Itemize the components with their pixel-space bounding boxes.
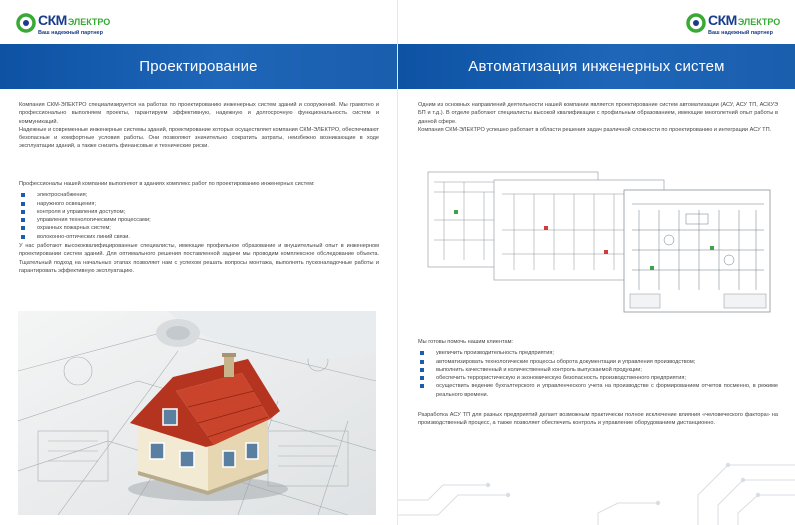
- bullet-icon: [420, 368, 424, 372]
- circuit-decoration: [398, 395, 795, 525]
- bullet-icon: [21, 202, 25, 206]
- list-item-text: наружного освещения;: [37, 200, 97, 207]
- bullet-icon: [21, 193, 25, 197]
- logo-tagline: Ваш надежный партнер: [708, 30, 773, 36]
- logo-ring-icon: [16, 13, 36, 33]
- page-title: Автоматизация инженерных систем: [468, 58, 725, 75]
- left-page: [0, 0, 397, 525]
- logo-name: СКМ: [708, 12, 737, 28]
- intro-paragraph: Компания СКМ-ЭЛЕКТРО успешно работает в области решения задач различной сложности по проектированию и интеграции АСУ ТП.: [418, 126, 772, 133]
- list-item-text: электроснабжения;: [37, 192, 88, 199]
- right-page: [398, 0, 795, 525]
- intro-paragraph: Компания СКМ-ЭЛЕКТРО специализируется на работах по проектированию инженерных систем зданий и сооружений. Мы грамотно и профессионально выполняем проекты, гарантируем эффективную, надежную и долгосрочную функциональность систем и коммуникаций.: [19, 102, 379, 125]
- logo-ring-icon: [686, 13, 706, 33]
- list-item: [19, 224, 379, 232]
- list-item: [19, 216, 379, 224]
- list-item-text: контроля и управления доступом;: [37, 208, 126, 215]
- bullet-icon: [420, 384, 424, 388]
- page-title: Проектирование: [139, 58, 258, 75]
- company-logo: [686, 13, 780, 36]
- list-item-text: волоконно-оптических линий связи.: [37, 233, 130, 240]
- benefits-list: [418, 349, 778, 399]
- bullet-icon: [420, 360, 424, 364]
- list-intro: Мы готовы помочь нашим клиентам:: [418, 339, 513, 345]
- logo-name-accent: ЭЛЕКТРО: [737, 17, 781, 27]
- list-item-text: осуществить ведение бухгалтерского и управленческого учета на производстве с формированием отчетов посменно, в режиме реального времени.: [436, 383, 778, 398]
- header-band: [0, 44, 397, 89]
- logo-name: СКМ: [38, 12, 67, 28]
- intro-paragraph: Одним из основных направлений деятельности нашей компании является проектирование систем автоматизации (АСУ, АСУ ТП, АСКУЭ БП и т.д.). В отделе работают специалисты высокой квалификации с профильным образованием, имеющие многолетний опыт работы в данной сфере.: [418, 102, 778, 125]
- list-item: [418, 349, 778, 357]
- house-on-blueprints-image: [18, 311, 376, 515]
- logo-name-accent: ЭЛЕКТРО: [67, 17, 111, 27]
- services-block: [19, 180, 379, 275]
- logo-tagline: Ваш надежный партнер: [38, 30, 103, 36]
- list-item-text: увеличить производительность предприятия;: [436, 350, 554, 357]
- intro-paragraph: Надежные и современные инженерные системы зданий, проектирование которых осуществляет компания СКМ-ЭЛЕКТРО, обеспечивают безопасные и комфортные условия работы. Они позволяют значительно сократить затраты, неизбежно возникающие в ходе эксплуатации зданий, а также снизить финансовые и технические риски.: [19, 126, 379, 150]
- outro-paragraph: Разработка АСУ ТП для разных предприятий делает возможным практически полное исключение влияния «человеческого фактора» на производственный процесс, а также позволяет обеспечить контроль и управление оборудованием дистанционно.: [418, 412, 778, 427]
- list-item-text: автоматизировать технологические процессы оборота документации и управления производством;: [436, 358, 696, 365]
- bullet-icon: [21, 235, 25, 239]
- bullet-icon: [21, 210, 25, 214]
- company-logo: [16, 13, 110, 36]
- intro-text: [418, 101, 778, 134]
- list-item: [418, 358, 778, 366]
- bullet-icon: [21, 218, 25, 222]
- bullet-icon: [420, 351, 424, 355]
- list-item: [19, 191, 379, 199]
- list-intro: Профессионалы нашей компании выполняют в зданиях комплекс работ по проектированию инженерных систем:: [19, 181, 315, 187]
- header-band: [398, 44, 795, 89]
- list-item-text: управления технологическими процессами;: [37, 217, 151, 224]
- intro-text: [19, 101, 379, 151]
- list-item-text: выполнить качественный и количественный контроль выпускаемой продукции;: [436, 366, 642, 373]
- list-item: [418, 366, 778, 374]
- control-schematic-image: [424, 170, 774, 315]
- list-item-text: обеспечить террористическую и экономическую безопасность производственного предприятия;: [436, 375, 686, 382]
- list-item: [418, 374, 778, 382]
- list-item: [19, 200, 379, 208]
- services-list: [19, 191, 379, 241]
- list-item-text: охранных пожарных систем;: [37, 225, 111, 232]
- bullet-icon: [420, 376, 424, 380]
- list-item: [19, 208, 379, 216]
- bullet-icon: [21, 226, 25, 230]
- list-item: [19, 233, 379, 241]
- outro-paragraph: У нас работают высококвалифицированные специалисты, имеющие профильное образование и внушительный опыт в инженерном проектировании систем зданий. Для оптимального решения поставленной задачи мы проводим комплексное обследование объекта. Тщательный подход на начальных этапах позволяет нам с успехом решать вопросы монтажа, выполнять пусконаладочные работы и гарантировать эффективную эксплуатацию.: [19, 243, 379, 274]
